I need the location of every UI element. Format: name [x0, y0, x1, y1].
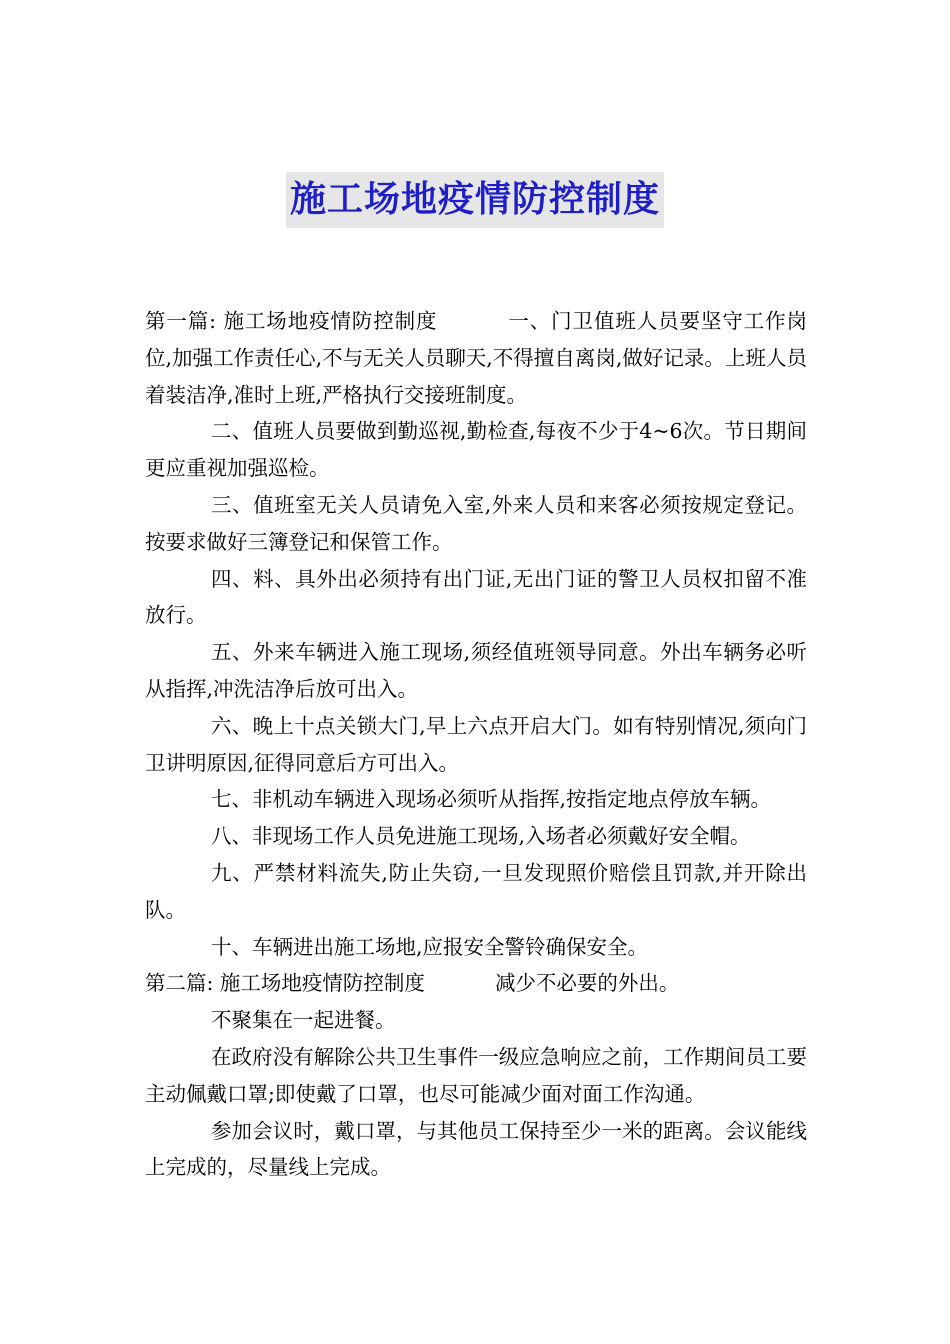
part1-item-10: 十、车辆进出施工场地,应报安全警铃确保安全。 — [211, 934, 649, 959]
part1-item-6: 六、晚上十点关锁大门,早上六点开启大门。如有特别情况,须向门卫讲明原因,征得同意后方可出入。 — [145, 713, 807, 775]
part2-item-3: 在政府没有解除公共卫生事件一级应急响应之前，工作期间员工要主动佩戴口罩;即使戴了口罩，也尽可能减少面对面工作沟通。 — [145, 1044, 807, 1106]
part1-intro: 一、门卫值班人员要坚守工作岗位,加强工作责任心,不与无关人员聊天,不得擅自离岗,做好记录。上班人员着装洁净,准时上班,严格执行交接班制度。 — [145, 309, 807, 407]
part2-intro: 减少不必要的外出。 — [494, 971, 680, 996]
document-title-wrap — [0, 172, 950, 228]
document-title: 施工场地疫情防控制度 — [286, 172, 664, 228]
part2-heading: 第二篇: 施工场地疫情防控制度 — [145, 971, 425, 996]
part1-heading: 第一篇: 施工场地疫情防控制度 — [145, 309, 438, 333]
part2-paragraph — [145, 965, 807, 1002]
part1-item-2: 二、值班人员要做到勤巡视,勤检查,每夜不少于4~6次。节日期间更应重视加强巡检。 — [145, 419, 807, 481]
part1-paragraph — [145, 303, 807, 413]
part1-item-7: 七、非机动车辆进入现场必须听从指挥,按指定地点停放车辆。 — [211, 787, 772, 812]
part1-item-4: 四、料、具外出必须持有出门证,无出门证的警卫人员权扣留不准放行。 — [145, 566, 807, 628]
part1-item-8: 八、非现场工作人员免进施工现场,入场者必须戴好安全帽。 — [211, 824, 751, 849]
document-body — [145, 303, 807, 1186]
part2-item-2: 不聚集在一起进餐。 — [211, 1008, 396, 1033]
part1-item-9: 九、严禁材料流失,防止失窃,一旦发现照价赔偿且罚款,并开除出队。 — [145, 860, 807, 922]
part2-item-4: 参加会议时，戴口罩，与其他员工保持至少一米的距离。会议能线上完成的，尽量线上完成。 — [145, 1118, 807, 1180]
part1-item-5: 五、外来车辆进入施工现场,须经值班领导同意。外出车辆务必听从指挥,冲洗洁净后放可出入。 — [145, 640, 807, 701]
part1-item-3: 三、值班室无关人员请免入室,外来人员和来客必须按规定登记。按要求做好三簿登记和保管工作。 — [145, 492, 807, 554]
